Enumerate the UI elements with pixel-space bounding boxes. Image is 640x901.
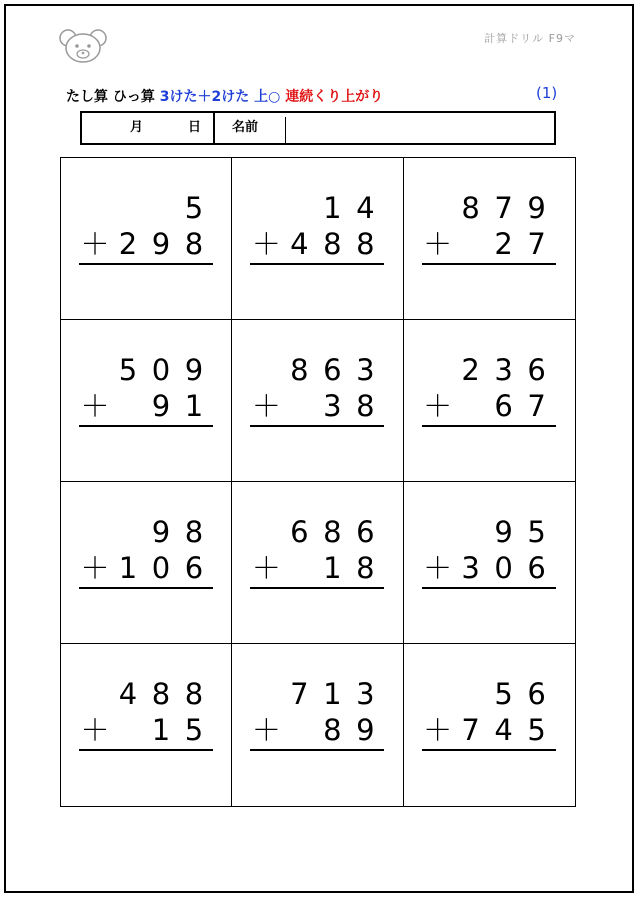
problem-cell[interactable]	[61, 158, 232, 320]
digit: 3	[356, 353, 375, 387]
problem-cell[interactable]	[404, 158, 575, 320]
digit: 4	[118, 677, 138, 711]
digit: 5	[184, 191, 204, 225]
digit: 9	[494, 515, 513, 549]
digit: 0	[151, 551, 171, 585]
problem-cell[interactable]	[232, 158, 403, 320]
digit: 6	[323, 353, 342, 387]
digit: 9	[184, 353, 204, 387]
answer-line	[250, 425, 384, 427]
bear-face-icon	[58, 28, 108, 64]
addend-bottom	[422, 390, 552, 422]
addend-top	[79, 192, 209, 224]
digit: 7	[290, 677, 309, 711]
problem-grid	[60, 157, 576, 807]
digit: 5	[184, 713, 204, 747]
addend-top	[422, 354, 552, 386]
plus-sign: ＋	[80, 551, 110, 585]
answer-line	[422, 749, 556, 751]
divider	[285, 117, 286, 143]
worksheet-title	[66, 86, 383, 106]
plus-sign: ＋	[251, 389, 281, 423]
digit: 5	[527, 515, 546, 549]
problem-cell[interactable]	[404, 644, 575, 806]
page-number: (1)	[536, 84, 558, 102]
digit: 7	[461, 713, 480, 747]
name-label: 名前	[232, 120, 259, 135]
digit: 3	[461, 551, 480, 585]
addend-bottom	[79, 390, 209, 422]
problem-cell[interactable]	[404, 482, 575, 644]
name-field[interactable]	[288, 113, 552, 143]
digit: 5	[494, 677, 513, 711]
addend-bottom	[79, 228, 209, 260]
digit: 3	[323, 389, 342, 423]
digit: 8	[184, 515, 204, 549]
addend-bottom	[422, 714, 552, 746]
addend-bottom	[79, 552, 209, 584]
answer-line	[422, 425, 556, 427]
digit: 8	[184, 227, 204, 261]
month-label: 月	[130, 120, 144, 135]
title-carry: 連続くり上がり	[285, 89, 384, 105]
brand-label: 計算ドリル F9マ	[484, 32, 576, 45]
addend-bottom	[250, 228, 380, 260]
day-label: 日	[188, 120, 202, 135]
answer-line	[422, 263, 556, 265]
addend-bottom	[422, 228, 552, 260]
digit: 8	[184, 677, 204, 711]
answer-line	[250, 587, 384, 589]
plus-sign: ＋	[423, 713, 453, 747]
plus-sign: ＋	[251, 551, 281, 585]
addend-bottom	[422, 552, 552, 584]
digit: 9	[527, 191, 546, 225]
addend-top	[422, 678, 552, 710]
digit: 9	[356, 713, 375, 747]
digit: 1	[323, 677, 342, 711]
plus-sign: ＋	[251, 713, 281, 747]
digit: 7	[527, 389, 546, 423]
digit: 0	[494, 551, 513, 585]
digit: 9	[151, 227, 171, 261]
addend-top	[250, 192, 380, 224]
digit: 9	[151, 515, 171, 549]
digit: 6	[527, 551, 546, 585]
plus-sign: ＋	[251, 227, 281, 261]
digit: 0	[151, 353, 171, 387]
answer-line	[250, 263, 384, 265]
digit: 6	[527, 677, 546, 711]
digit: 3	[356, 677, 375, 711]
digit: 1	[151, 713, 171, 747]
digit: 8	[323, 713, 342, 747]
digit: 8	[356, 551, 375, 585]
answer-line	[79, 749, 213, 751]
digit: 6	[184, 551, 204, 585]
digit: 5	[118, 353, 138, 387]
plus-sign: ＋	[80, 713, 110, 747]
digit: 4	[494, 713, 513, 747]
problem-cell[interactable]	[404, 320, 575, 482]
digit: 8	[151, 677, 171, 711]
addend-bottom	[250, 552, 380, 584]
title-operation: たし算 ひっ算	[66, 89, 155, 105]
divider	[213, 113, 215, 143]
addend-top	[250, 678, 380, 710]
addend-top	[79, 516, 209, 548]
problem-cell[interactable]	[61, 320, 232, 482]
plus-sign: ＋	[423, 389, 453, 423]
addend-top	[250, 354, 380, 386]
plus-sign: ＋	[80, 389, 110, 423]
plus-sign: ＋	[423, 551, 453, 585]
answer-line	[422, 587, 556, 589]
digit: 4	[356, 191, 375, 225]
answer-line	[250, 749, 384, 751]
digit: 6	[527, 353, 546, 387]
digit: 1	[184, 389, 204, 423]
digit: 4	[290, 227, 309, 261]
digit: 8	[461, 191, 480, 225]
addend-top	[422, 192, 552, 224]
addend-top	[79, 354, 209, 386]
problem-cell[interactable]	[61, 644, 232, 806]
digit: 8	[356, 227, 375, 261]
digit: 8	[323, 515, 342, 549]
digit: 2	[494, 227, 513, 261]
plus-sign: ＋	[80, 227, 110, 261]
problem-cell[interactable]	[232, 482, 403, 644]
addend-bottom	[79, 714, 209, 746]
digit: 1	[323, 191, 342, 225]
answer-line	[79, 263, 213, 265]
answer-line	[79, 425, 213, 427]
digit: 2	[461, 353, 480, 387]
digit: 6	[494, 389, 513, 423]
digit: 8	[356, 389, 375, 423]
digit: 6	[290, 515, 309, 549]
digit: 7	[494, 191, 513, 225]
digit: 9	[151, 389, 171, 423]
addend-top	[422, 516, 552, 548]
problem-cell[interactable]	[232, 644, 403, 806]
digit: 7	[527, 227, 546, 261]
digit: 2	[118, 227, 138, 261]
digit: 6	[356, 515, 375, 549]
answer-line	[79, 587, 213, 589]
digit: 1	[118, 551, 138, 585]
digit: 5	[527, 713, 546, 747]
digit: 8	[290, 353, 309, 387]
problem-cell[interactable]	[61, 482, 232, 644]
plus-sign: ＋	[423, 227, 453, 261]
addend-top	[79, 678, 209, 710]
addend-bottom	[250, 714, 380, 746]
title-digits: 3けた＋2けた 上○	[159, 89, 281, 105]
addend-bottom	[250, 390, 380, 422]
problem-cell[interactable]	[232, 320, 403, 482]
digit: 3	[494, 353, 513, 387]
digit: 8	[323, 227, 342, 261]
digit: 1	[323, 551, 342, 585]
addend-top	[250, 516, 380, 548]
name-date-box	[80, 111, 556, 145]
